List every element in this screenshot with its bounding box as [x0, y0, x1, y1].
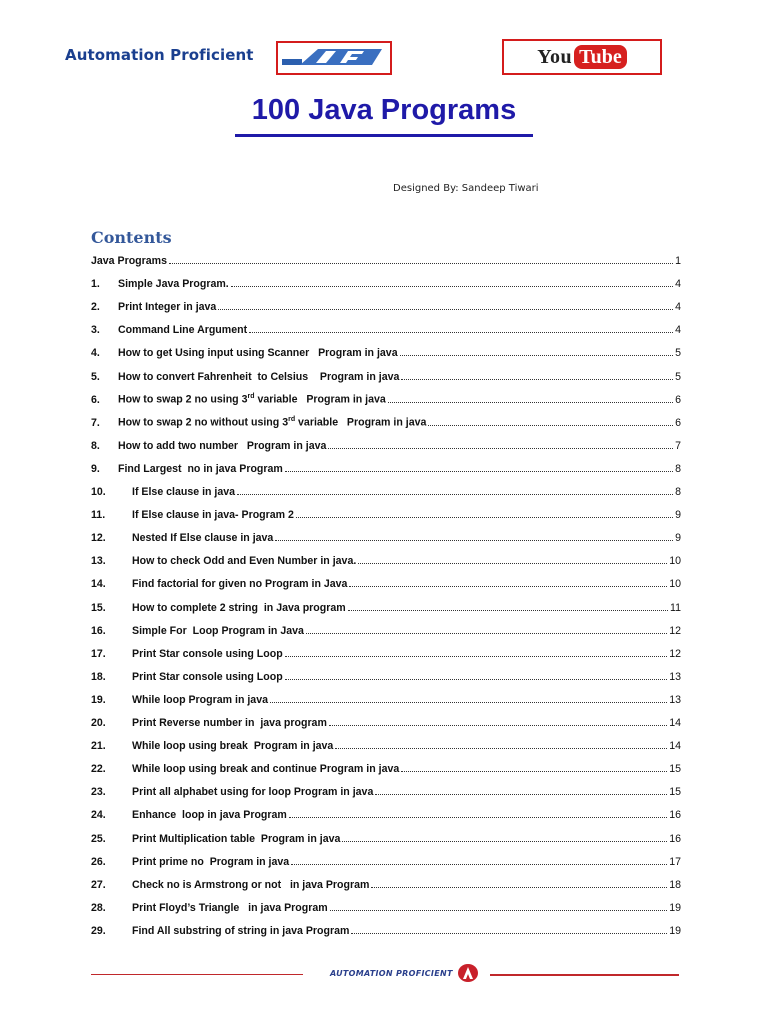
toc-entry[interactable]	[91, 249, 681, 267]
footer-logo	[330, 963, 479, 983]
toc-entry-label: Print Star console using Loop	[132, 647, 283, 660]
toc-entry-number: 10.	[91, 486, 106, 498]
toc-entry-label: Enhance loop in java Program	[132, 809, 287, 822]
toc-entry[interactable]	[91, 850, 681, 868]
toc-entry-page: 14	[669, 717, 681, 729]
toc-entry-number: 9.	[91, 462, 100, 475]
toc-entry-page: 4	[675, 301, 681, 314]
toc-entry-number: 11.	[91, 509, 106, 522]
toc-entry-number: 19.	[91, 693, 106, 706]
toc-leader-dots	[285, 679, 668, 680]
toc-entry-label: While loop using break and continue Program in java	[132, 763, 400, 776]
toc-entry-number: 23.	[91, 786, 106, 799]
logo-image	[278, 43, 390, 73]
toc-entry[interactable]	[91, 480, 681, 498]
toc-entry-page: 7	[675, 439, 681, 452]
toc-entry-label: Print all alphabet using for loop Program in java	[132, 786, 374, 799]
toc-entry-label: While loop using break Program in java	[132, 740, 334, 753]
toc-entry[interactable]	[91, 549, 681, 567]
toc-leader-dots	[342, 841, 667, 842]
toc-entry-number: 13.	[91, 555, 106, 568]
toc-entry-label: Check no is Armstrong or not in java Program	[132, 878, 370, 891]
toc-entry-number: 12.	[91, 532, 106, 545]
toc-entry[interactable]	[91, 434, 681, 452]
toc-entry-page: 10	[669, 578, 681, 591]
toc-entry-number: 1.	[91, 278, 100, 291]
toc-entry[interactable]	[91, 318, 681, 336]
toc-entry-number: 29.	[91, 924, 106, 937]
toc-leader-dots	[249, 332, 673, 333]
toc-entry-page: 8	[675, 462, 681, 475]
toc-leader-dots	[428, 425, 673, 426]
toc-entry-page: 4	[675, 324, 681, 337]
toc-leader-dots	[348, 610, 668, 611]
toc-entry[interactable]	[91, 503, 681, 521]
toc-entry-number: 3.	[91, 324, 100, 337]
toc-entry-page: 8	[675, 486, 681, 498]
toc-entry-label: Find factorial for given no Program in Java	[132, 578, 348, 591]
toc-entry-label: Print Floyd’s Triangle in java Program	[132, 901, 328, 914]
toc-leader-dots	[358, 563, 667, 564]
toc-entry[interactable]	[91, 757, 681, 775]
youtube-logo[interactable]	[502, 39, 662, 75]
toc-entry-label: Print Multiplication table Program in java	[132, 832, 341, 845]
toc-leader-dots	[289, 817, 667, 818]
toc-leader-dots	[291, 864, 667, 865]
footer-logo-text: AUTOMATION PROFICIENT	[330, 968, 453, 978]
toc-entry-label: Find Largest no in java Program	[118, 462, 283, 475]
toc-entry-number: 14.	[91, 578, 106, 591]
toc-entry[interactable]	[91, 572, 681, 590]
toc-entry-number: 2.	[91, 301, 100, 314]
toc-leader-dots	[371, 887, 667, 888]
toc-entry-number: 28.	[91, 901, 106, 914]
toc-leader-dots	[275, 540, 673, 541]
toc-entry-number: 20.	[91, 717, 106, 729]
toc-leader-dots	[237, 494, 673, 495]
toc-entry[interactable]	[91, 665, 681, 683]
toc-entry-label: How to get Using input using Scanner Program in java	[118, 347, 398, 360]
toc-leader-dots	[218, 309, 673, 310]
toc-entry-page: 16	[669, 809, 681, 822]
toc-entry-page: 13	[669, 693, 681, 706]
toc-leader-dots	[388, 402, 673, 403]
toc-entry[interactable]	[91, 803, 681, 821]
toc-entry-page: 15	[669, 763, 681, 776]
toc-entry-page: 11	[670, 601, 681, 614]
toc-entry[interactable]	[91, 388, 681, 406]
toc-leader-dots	[285, 656, 668, 657]
toc-entry-page: 19	[669, 924, 681, 937]
toc-entry-page: 19	[669, 901, 681, 914]
toc-entry-label: Command Line Argument	[118, 324, 248, 337]
toc-leader-dots	[285, 471, 673, 472]
toc-entry-number: 22.	[91, 763, 106, 776]
toc-entry-number: 21.	[91, 740, 106, 753]
toc-leader-dots	[349, 586, 667, 587]
toc-entry-number: 15.	[91, 601, 106, 614]
toc-entry-label: Find All substring of string in java Program	[132, 924, 350, 937]
toc-entry-label: How to convert Fahrenheit to Celsius Program in java	[118, 370, 400, 383]
toc-entry[interactable]	[91, 619, 681, 637]
toc-entry-page: 12	[669, 647, 681, 660]
toc-entry-number: 16.	[91, 624, 106, 637]
toc-entry-label: If Else clause in java- Program 2	[132, 509, 294, 522]
toc-leader-dots	[306, 633, 667, 634]
toc-entry-label: Nested If Else clause in java	[132, 532, 274, 545]
toc-leader-dots	[351, 933, 667, 934]
toc-leader-dots	[375, 794, 667, 795]
toc-entry-label: If Else clause in java	[132, 486, 236, 498]
toc-entry-number: 26.	[91, 855, 106, 868]
footer-rule-right	[490, 974, 679, 976]
toc-entry-page: 17	[669, 855, 681, 868]
toc-entry-number: 8.	[91, 439, 100, 452]
footer-rule-left	[91, 974, 303, 975]
toc-entry-page: 4	[675, 278, 681, 291]
brand-logo	[276, 41, 392, 75]
toc-entry-page: 18	[669, 878, 681, 891]
toc-entry-page: 1	[675, 255, 681, 267]
toc-entry-label: How to swap 2 no using 3rd variable Program in java	[118, 393, 386, 406]
toc-leader-dots	[296, 517, 673, 518]
toc-leader-dots	[401, 379, 673, 380]
toc-entry-label: Simple For Loop Program in Java	[132, 624, 304, 637]
toc-leader-dots	[330, 910, 668, 911]
contents-heading: Contents	[91, 228, 172, 247]
page-title: 100 Java Programs	[251, 94, 517, 126]
toc-leader-dots	[231, 286, 673, 287]
toc-entry[interactable]	[91, 711, 681, 729]
toc-entry-page: 15	[669, 786, 681, 799]
toc-entry-label: Java Programs	[91, 255, 167, 267]
toc-entry-label: Print Integer in java	[118, 301, 217, 314]
youtube-tube-text: Tube	[574, 45, 627, 69]
toc-entry[interactable]	[91, 295, 681, 313]
toc-entry-page: 6	[675, 416, 681, 429]
toc-leader-dots	[400, 355, 674, 356]
toc-leader-dots	[401, 771, 667, 772]
toc-entry[interactable]	[91, 896, 681, 914]
toc-entry[interactable]	[91, 411, 681, 429]
toc-entry-label: How to swap 2 no without using 3rd variable Program in java	[118, 416, 427, 429]
toc-entry-page: 13	[669, 670, 681, 683]
toc-entry[interactable]	[91, 873, 681, 891]
title-underline	[235, 134, 533, 137]
toc-entry-label: How to complete 2 string in Java program	[132, 601, 346, 614]
toc-entry[interactable]	[91, 780, 681, 798]
toc-entry-number: 27.	[91, 878, 106, 891]
toc-entry-number: 7.	[91, 416, 100, 429]
toc-entry-label: Print prime no Program in java	[132, 855, 290, 868]
toc-leader-dots	[169, 263, 673, 264]
toc-entry-page: 6	[675, 393, 681, 406]
toc-entry[interactable]	[91, 919, 681, 937]
toc-entry-label: Print Reverse number in java program	[132, 717, 327, 729]
toc-entry-page: 14	[669, 740, 681, 753]
toc-leader-dots	[329, 725, 667, 726]
footer-emblem-icon	[457, 963, 479, 983]
toc-entry[interactable]	[91, 734, 681, 752]
toc-leader-dots	[270, 702, 667, 703]
toc-entry[interactable]	[91, 688, 681, 706]
toc-entry-number: 6.	[91, 393, 100, 406]
toc-entry-page: 5	[675, 370, 681, 383]
toc-entry[interactable]	[91, 642, 681, 660]
toc-entry[interactable]	[91, 596, 681, 614]
toc-entry-label: While loop Program in java	[132, 693, 268, 706]
toc-entry-number: 5.	[91, 370, 100, 383]
toc-entry[interactable]	[91, 526, 681, 544]
toc-entry-number: 4.	[91, 347, 100, 360]
toc-entry-number: 24.	[91, 809, 106, 822]
toc-entry[interactable]	[91, 365, 681, 383]
toc-entry-label: Simple Java Program.	[118, 278, 229, 291]
toc-entry[interactable]	[91, 457, 681, 475]
toc-entry-page: 5	[675, 347, 681, 360]
toc-leader-dots	[335, 748, 667, 749]
toc-entry-page: 12	[669, 624, 681, 637]
toc-leader-dots	[328, 448, 673, 449]
brand-name: Automation Proficient	[65, 46, 254, 64]
toc-entry-number: 25.	[91, 832, 106, 845]
toc-entry[interactable]	[91, 272, 681, 290]
toc-entry-page: 10	[669, 555, 681, 568]
toc-entry-label: How to add two number Program in java	[118, 439, 327, 452]
youtube-you-text: You	[537, 45, 573, 68]
toc-entry-page: 16	[669, 832, 681, 845]
toc-entry-page: 9	[675, 532, 681, 545]
designed-by: Designed By: Sandeep Tiwari	[393, 183, 539, 194]
toc-entry-number: 17.	[91, 647, 106, 660]
toc-entry-label: Print Star console using Loop	[132, 670, 283, 683]
toc-entry[interactable]	[91, 341, 681, 359]
toc-entry-number: 18.	[91, 670, 106, 683]
toc-entry-page: 9	[675, 509, 681, 522]
toc-entry-label: How to check Odd and Even Number in java.	[132, 555, 357, 568]
toc-entry[interactable]	[91, 827, 681, 845]
